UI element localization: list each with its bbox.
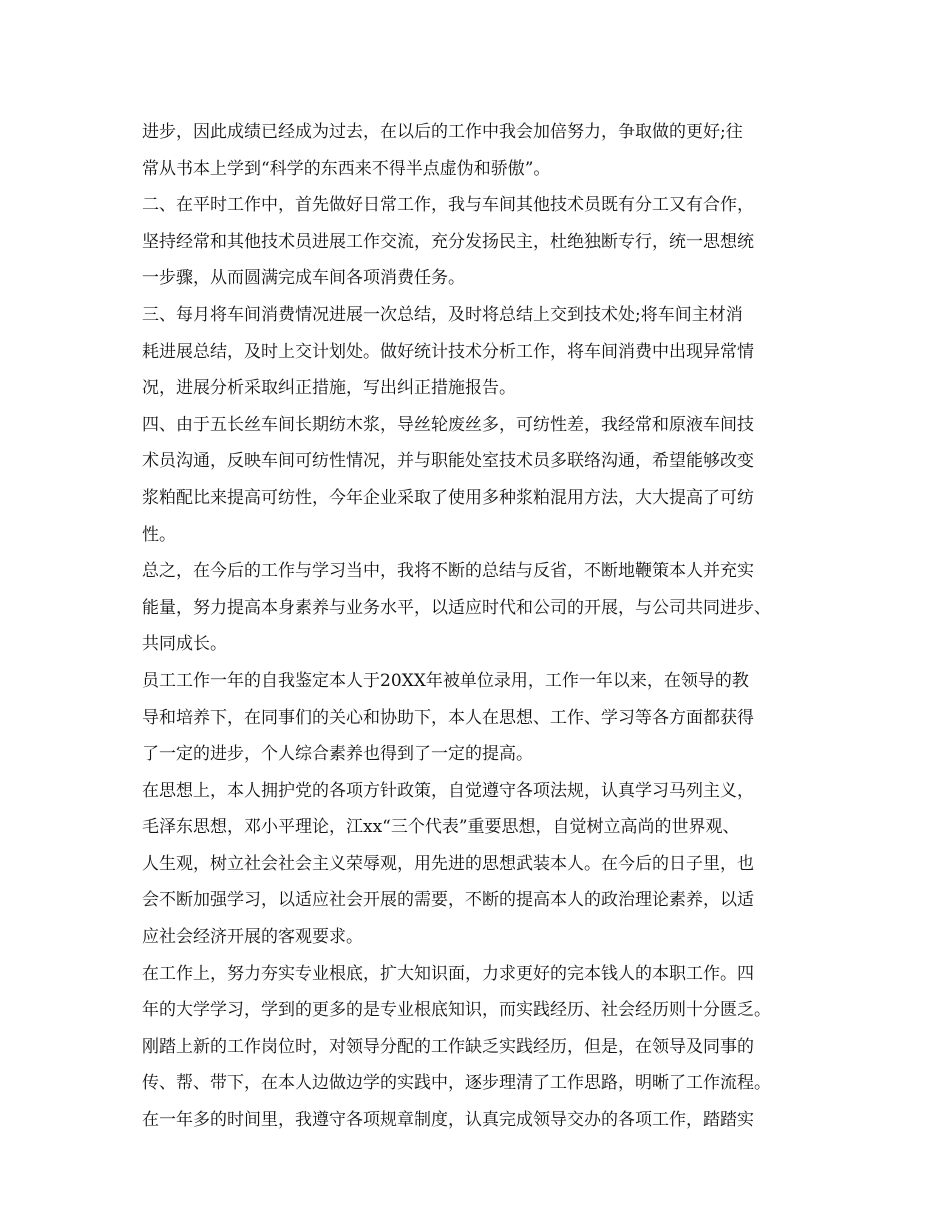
text-line: 了一定的进步，个人综合素养也得到了一定的提高。 xyxy=(142,744,533,765)
text-line: 一步骤，从而圆满完成车间各项消费任务。 xyxy=(142,268,465,289)
text-line: 二、在平时工作中，首先做好日常工作，我与车间其他技术员既有分工又有合作， xyxy=(142,195,754,216)
text-line: 术员沟通，反映车间可纺性情况，并与职能处室技术员多联络沟通，希望能够改变 xyxy=(142,451,754,472)
text-line: 常从书本上学到“科学的东西来不得半点虚伪和骄傲”。 xyxy=(142,158,551,179)
text-line: 进步，因此成绩已经成为过去，在以后的工作中我会加倍努力，争取做的更好;往 xyxy=(142,122,743,142)
text-line: 耗进展总结，及时上交计划处。做好统计技术分析工作，将车间消费中出现异常情 xyxy=(142,341,754,362)
text-line: 导和培养下，在同事们的关心和协助下，本人在思想、工作、学习等各方面都获得 xyxy=(142,707,754,728)
text-line: 在思想上，本人拥护党的各项方针政策，自觉遵守各项法规，认真学习马列主义， xyxy=(142,780,754,801)
text-line: 传、帮、带下，在本人边做边学的实践中，逐步理清了工作思路，明晰了工作流程。 xyxy=(142,1073,771,1094)
text-line: 总之，在今后的工作与学习当中，我将不断的总结与反省，不断地鞭策本人并充实 xyxy=(142,561,754,582)
text-line: 应社会经济开展的客观要求。 xyxy=(142,927,363,948)
text-line: 员工工作一年的自我鉴定本人于20XX年被单位录用，工作一年以来，在领导的教 xyxy=(142,670,749,691)
text-line: 三、每月将车间消费情况进展一次总结，及时将总结上交到技术处;将车间主材消 xyxy=(142,304,743,325)
text-line: 在工作上，努力夯实专业根底，扩大知识面，力求更好的完本钱人的本职工作。四 xyxy=(142,963,754,984)
text-line: 年的大学学习，学到的更多的是专业根底知识，而实践经历、社会经历则十分匮乏。 xyxy=(142,1000,771,1021)
text-line: 浆粕配比来提高可纺性，今年企业采取了使用多种浆粕混用方法，大大提高了可纺 xyxy=(142,487,754,508)
text-line: 四、由于五长丝车间长期纺木浆，导丝轮废丝多，可纺性差，我经常和原液车间技 xyxy=(142,414,754,435)
text-line: 人生观，树立社会社会主义荣辱观，用先进的思想武装本人。在今后的日子里，也 xyxy=(142,853,754,874)
text-line: 况，进展分析采取纠正措施，写出纠正措施报告。 xyxy=(142,378,516,399)
text-line: 共同成长。 xyxy=(142,634,227,655)
text-line: 能量，努力提高本身素养与业务水平，以适应时代和公司的开展，与公司共同进步、 xyxy=(142,597,771,618)
document-body xyxy=(142,114,832,1139)
text-line: 刚踏上新的工作岗位时，对领导分配的工作缺乏实践经历，但是，在领导及同事的 xyxy=(142,1036,754,1057)
text-line: 坚持经常和其他技术员进展工作交流，充分发扬民主，杜绝独断专行，统一思想统 xyxy=(142,231,754,252)
text-line: 性。 xyxy=(142,524,176,545)
text-line: 在一年多的时间里，我遵守各项规章制度，认真完成领导交办的各项工作，踏踏实 xyxy=(142,1110,754,1131)
text-line: 毛泽东思想，邓小平理论，江xx“三个代表”重要思想，自觉树立高尚的世界观、 xyxy=(142,817,740,838)
text-line: 会不断加强学习，以适应社会开展的需要，不断的提高本人的政治理论素养，以适 xyxy=(142,890,754,911)
